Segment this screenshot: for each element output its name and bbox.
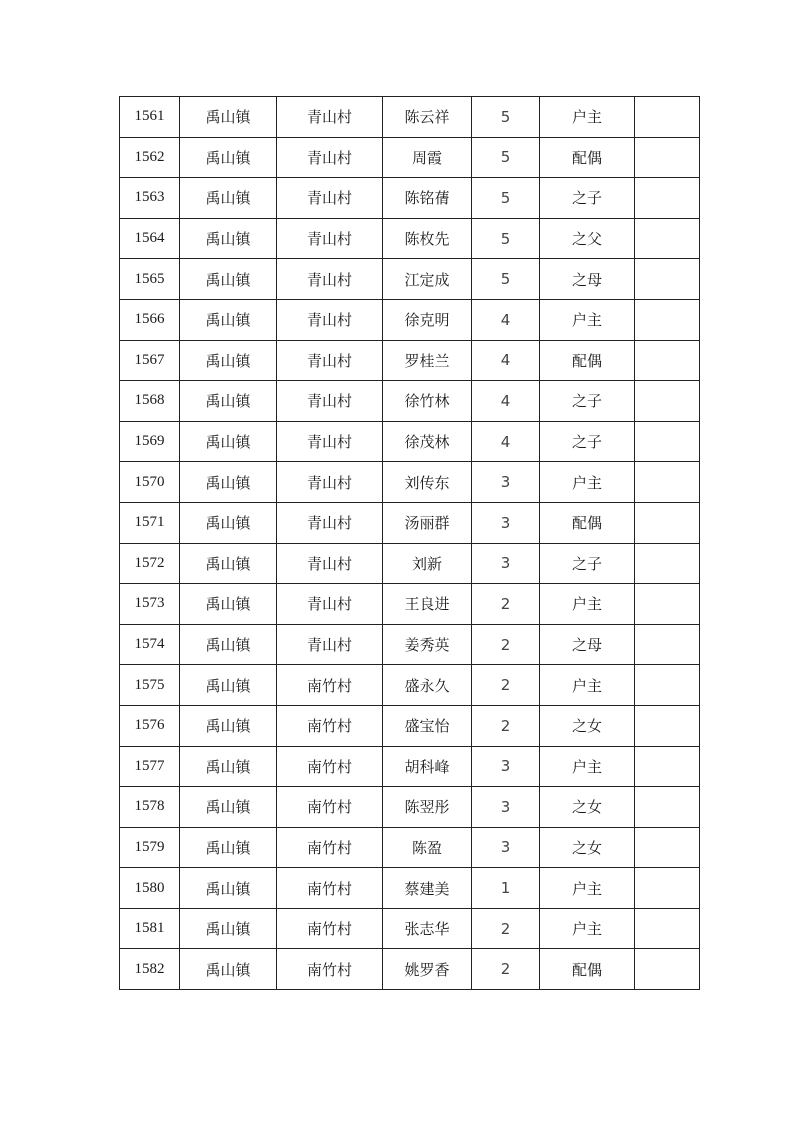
cell-village: 南竹村 bbox=[277, 665, 383, 706]
cell-relation: 之母 bbox=[540, 624, 635, 665]
table-row bbox=[120, 665, 700, 706]
cell-household-size: 5 bbox=[472, 178, 540, 219]
cell-relation: 之女 bbox=[540, 827, 635, 868]
cell-village: 南竹村 bbox=[277, 827, 383, 868]
table-row bbox=[120, 584, 700, 625]
cell-person-name: 陈盈 bbox=[383, 827, 472, 868]
cell-person-name: 陈枚先 bbox=[383, 218, 472, 259]
cell-relation: 户主 bbox=[540, 665, 635, 706]
table-row bbox=[120, 137, 700, 178]
cell-town: 禹山镇 bbox=[180, 97, 277, 138]
cell-serial-number: 1564 bbox=[120, 218, 180, 259]
cell-note bbox=[635, 908, 700, 949]
cell-note bbox=[635, 746, 700, 787]
cell-household-size: 3 bbox=[472, 827, 540, 868]
cell-note bbox=[635, 299, 700, 340]
cell-person-name: 姚罗香 bbox=[383, 949, 472, 990]
cell-village: 青山村 bbox=[277, 543, 383, 584]
cell-note bbox=[635, 827, 700, 868]
cell-town: 禹山镇 bbox=[180, 137, 277, 178]
cell-village: 青山村 bbox=[277, 299, 383, 340]
cell-relation: 户主 bbox=[540, 299, 635, 340]
cell-relation: 之女 bbox=[540, 705, 635, 746]
cell-village: 青山村 bbox=[277, 624, 383, 665]
cell-village: 南竹村 bbox=[277, 908, 383, 949]
cell-serial-number: 1563 bbox=[120, 178, 180, 219]
cell-relation: 配偶 bbox=[540, 949, 635, 990]
cell-note bbox=[635, 421, 700, 462]
cell-household-size: 3 bbox=[472, 462, 540, 503]
cell-person-name: 王良进 bbox=[383, 584, 472, 625]
cell-relation: 之女 bbox=[540, 787, 635, 828]
cell-serial-number: 1577 bbox=[120, 746, 180, 787]
cell-person-name: 刘传东 bbox=[383, 462, 472, 503]
cell-relation: 之母 bbox=[540, 259, 635, 300]
cell-relation: 之父 bbox=[540, 218, 635, 259]
cell-note bbox=[635, 543, 700, 584]
cell-serial-number: 1571 bbox=[120, 502, 180, 543]
table-row bbox=[120, 543, 700, 584]
cell-note bbox=[635, 705, 700, 746]
cell-household-size: 4 bbox=[472, 381, 540, 422]
cell-note bbox=[635, 462, 700, 503]
cell-serial-number: 1581 bbox=[120, 908, 180, 949]
cell-town: 禹山镇 bbox=[180, 868, 277, 909]
cell-village: 青山村 bbox=[277, 381, 383, 422]
cell-note bbox=[635, 584, 700, 625]
cell-person-name: 姜秀英 bbox=[383, 624, 472, 665]
cell-town: 禹山镇 bbox=[180, 340, 277, 381]
cell-village: 南竹村 bbox=[277, 787, 383, 828]
table-row bbox=[120, 421, 700, 462]
cell-relation: 之子 bbox=[540, 421, 635, 462]
cell-village: 南竹村 bbox=[277, 746, 383, 787]
cell-village: 青山村 bbox=[277, 178, 383, 219]
cell-town: 禹山镇 bbox=[180, 705, 277, 746]
cell-person-name: 胡科峰 bbox=[383, 746, 472, 787]
cell-person-name: 陈翌彤 bbox=[383, 787, 472, 828]
table-row bbox=[120, 381, 700, 422]
table-row bbox=[120, 949, 700, 990]
cell-serial-number: 1570 bbox=[120, 462, 180, 503]
table-row bbox=[120, 705, 700, 746]
cell-town: 禹山镇 bbox=[180, 381, 277, 422]
cell-person-name: 汤丽群 bbox=[383, 502, 472, 543]
cell-village: 青山村 bbox=[277, 137, 383, 178]
cell-person-name: 陈铭蒨 bbox=[383, 178, 472, 219]
cell-note bbox=[635, 868, 700, 909]
cell-town: 禹山镇 bbox=[180, 827, 277, 868]
cell-household-size: 3 bbox=[472, 543, 540, 584]
cell-town: 禹山镇 bbox=[180, 746, 277, 787]
cell-town: 禹山镇 bbox=[180, 502, 277, 543]
cell-serial-number: 1574 bbox=[120, 624, 180, 665]
cell-household-size: 5 bbox=[472, 218, 540, 259]
cell-note bbox=[635, 137, 700, 178]
cell-person-name: 刘新 bbox=[383, 543, 472, 584]
cell-household-size: 3 bbox=[472, 746, 540, 787]
cell-household-size: 3 bbox=[472, 787, 540, 828]
cell-household-size: 2 bbox=[472, 624, 540, 665]
cell-note bbox=[635, 502, 700, 543]
cell-serial-number: 1572 bbox=[120, 543, 180, 584]
cell-serial-number: 1582 bbox=[120, 949, 180, 990]
cell-household-size: 4 bbox=[472, 340, 540, 381]
cell-serial-number: 1569 bbox=[120, 421, 180, 462]
cell-town: 禹山镇 bbox=[180, 178, 277, 219]
cell-serial-number: 1568 bbox=[120, 381, 180, 422]
cell-serial-number: 1580 bbox=[120, 868, 180, 909]
cell-serial-number: 1566 bbox=[120, 299, 180, 340]
cell-household-size: 4 bbox=[472, 299, 540, 340]
cell-serial-number: 1565 bbox=[120, 259, 180, 300]
table-row bbox=[120, 502, 700, 543]
cell-serial-number: 1573 bbox=[120, 584, 180, 625]
cell-note bbox=[635, 178, 700, 219]
cell-person-name: 盛永久 bbox=[383, 665, 472, 706]
table-row bbox=[120, 218, 700, 259]
cell-relation: 户主 bbox=[540, 584, 635, 625]
cell-town: 禹山镇 bbox=[180, 462, 277, 503]
cell-village: 青山村 bbox=[277, 340, 383, 381]
cell-note bbox=[635, 259, 700, 300]
cell-village: 南竹村 bbox=[277, 705, 383, 746]
table-row bbox=[120, 340, 700, 381]
cell-town: 禹山镇 bbox=[180, 908, 277, 949]
cell-relation: 户主 bbox=[540, 868, 635, 909]
cell-household-size: 4 bbox=[472, 421, 540, 462]
cell-village: 青山村 bbox=[277, 421, 383, 462]
cell-person-name: 周霞 bbox=[383, 137, 472, 178]
table-row bbox=[120, 908, 700, 949]
cell-household-size: 5 bbox=[472, 137, 540, 178]
cell-village: 青山村 bbox=[277, 218, 383, 259]
cell-household-size: 2 bbox=[472, 908, 540, 949]
cell-relation: 之子 bbox=[540, 381, 635, 422]
cell-relation: 户主 bbox=[540, 462, 635, 503]
cell-note bbox=[635, 787, 700, 828]
cell-relation: 配偶 bbox=[540, 340, 635, 381]
household-register-table bbox=[119, 96, 700, 990]
cell-town: 禹山镇 bbox=[180, 421, 277, 462]
cell-note bbox=[635, 381, 700, 422]
cell-household-size: 2 bbox=[472, 705, 540, 746]
cell-note bbox=[635, 340, 700, 381]
cell-note bbox=[635, 665, 700, 706]
table-row bbox=[120, 259, 700, 300]
cell-household-size: 5 bbox=[472, 259, 540, 300]
cell-town: 禹山镇 bbox=[180, 299, 277, 340]
cell-note bbox=[635, 949, 700, 990]
table-row bbox=[120, 787, 700, 828]
cell-household-size: 5 bbox=[472, 97, 540, 138]
cell-relation: 配偶 bbox=[540, 137, 635, 178]
cell-relation: 户主 bbox=[540, 746, 635, 787]
cell-town: 禹山镇 bbox=[180, 218, 277, 259]
table-row bbox=[120, 462, 700, 503]
table-row bbox=[120, 299, 700, 340]
cell-person-name: 江定成 bbox=[383, 259, 472, 300]
cell-serial-number: 1567 bbox=[120, 340, 180, 381]
cell-relation: 之子 bbox=[540, 543, 635, 584]
cell-serial-number: 1562 bbox=[120, 137, 180, 178]
cell-village: 青山村 bbox=[277, 97, 383, 138]
cell-serial-number: 1576 bbox=[120, 705, 180, 746]
cell-person-name: 陈云祥 bbox=[383, 97, 472, 138]
cell-household-size: 3 bbox=[472, 502, 540, 543]
table-row bbox=[120, 827, 700, 868]
cell-household-size: 2 bbox=[472, 584, 540, 625]
table-row bbox=[120, 97, 700, 138]
cell-town: 禹山镇 bbox=[180, 787, 277, 828]
cell-person-name: 徐竹林 bbox=[383, 381, 472, 422]
cell-village: 青山村 bbox=[277, 462, 383, 503]
cell-household-size: 1 bbox=[472, 868, 540, 909]
cell-town: 禹山镇 bbox=[180, 543, 277, 584]
cell-town: 禹山镇 bbox=[180, 624, 277, 665]
cell-serial-number: 1575 bbox=[120, 665, 180, 706]
cell-person-name: 罗桂兰 bbox=[383, 340, 472, 381]
table-row bbox=[120, 868, 700, 909]
cell-note bbox=[635, 624, 700, 665]
table-row bbox=[120, 178, 700, 219]
cell-relation: 之子 bbox=[540, 178, 635, 219]
cell-serial-number: 1578 bbox=[120, 787, 180, 828]
cell-person-name: 徐茂林 bbox=[383, 421, 472, 462]
table-row bbox=[120, 624, 700, 665]
cell-serial-number: 1579 bbox=[120, 827, 180, 868]
cell-household-size: 2 bbox=[472, 665, 540, 706]
cell-person-name: 张志华 bbox=[383, 908, 472, 949]
cell-person-name: 徐克明 bbox=[383, 299, 472, 340]
cell-person-name: 蔡建美 bbox=[383, 868, 472, 909]
table-body bbox=[120, 97, 700, 990]
cell-note bbox=[635, 97, 700, 138]
cell-town: 禹山镇 bbox=[180, 259, 277, 300]
cell-relation: 户主 bbox=[540, 908, 635, 949]
table-row bbox=[120, 746, 700, 787]
cell-household-size: 2 bbox=[472, 949, 540, 990]
cell-relation: 配偶 bbox=[540, 502, 635, 543]
cell-serial-number: 1561 bbox=[120, 97, 180, 138]
cell-village: 南竹村 bbox=[277, 949, 383, 990]
cell-note bbox=[635, 218, 700, 259]
cell-relation: 户主 bbox=[540, 97, 635, 138]
cell-village: 青山村 bbox=[277, 584, 383, 625]
cell-town: 禹山镇 bbox=[180, 584, 277, 625]
cell-village: 青山村 bbox=[277, 502, 383, 543]
cell-town: 禹山镇 bbox=[180, 949, 277, 990]
cell-person-name: 盛宝怡 bbox=[383, 705, 472, 746]
cell-village: 青山村 bbox=[277, 259, 383, 300]
cell-village: 南竹村 bbox=[277, 868, 383, 909]
cell-town: 禹山镇 bbox=[180, 665, 277, 706]
